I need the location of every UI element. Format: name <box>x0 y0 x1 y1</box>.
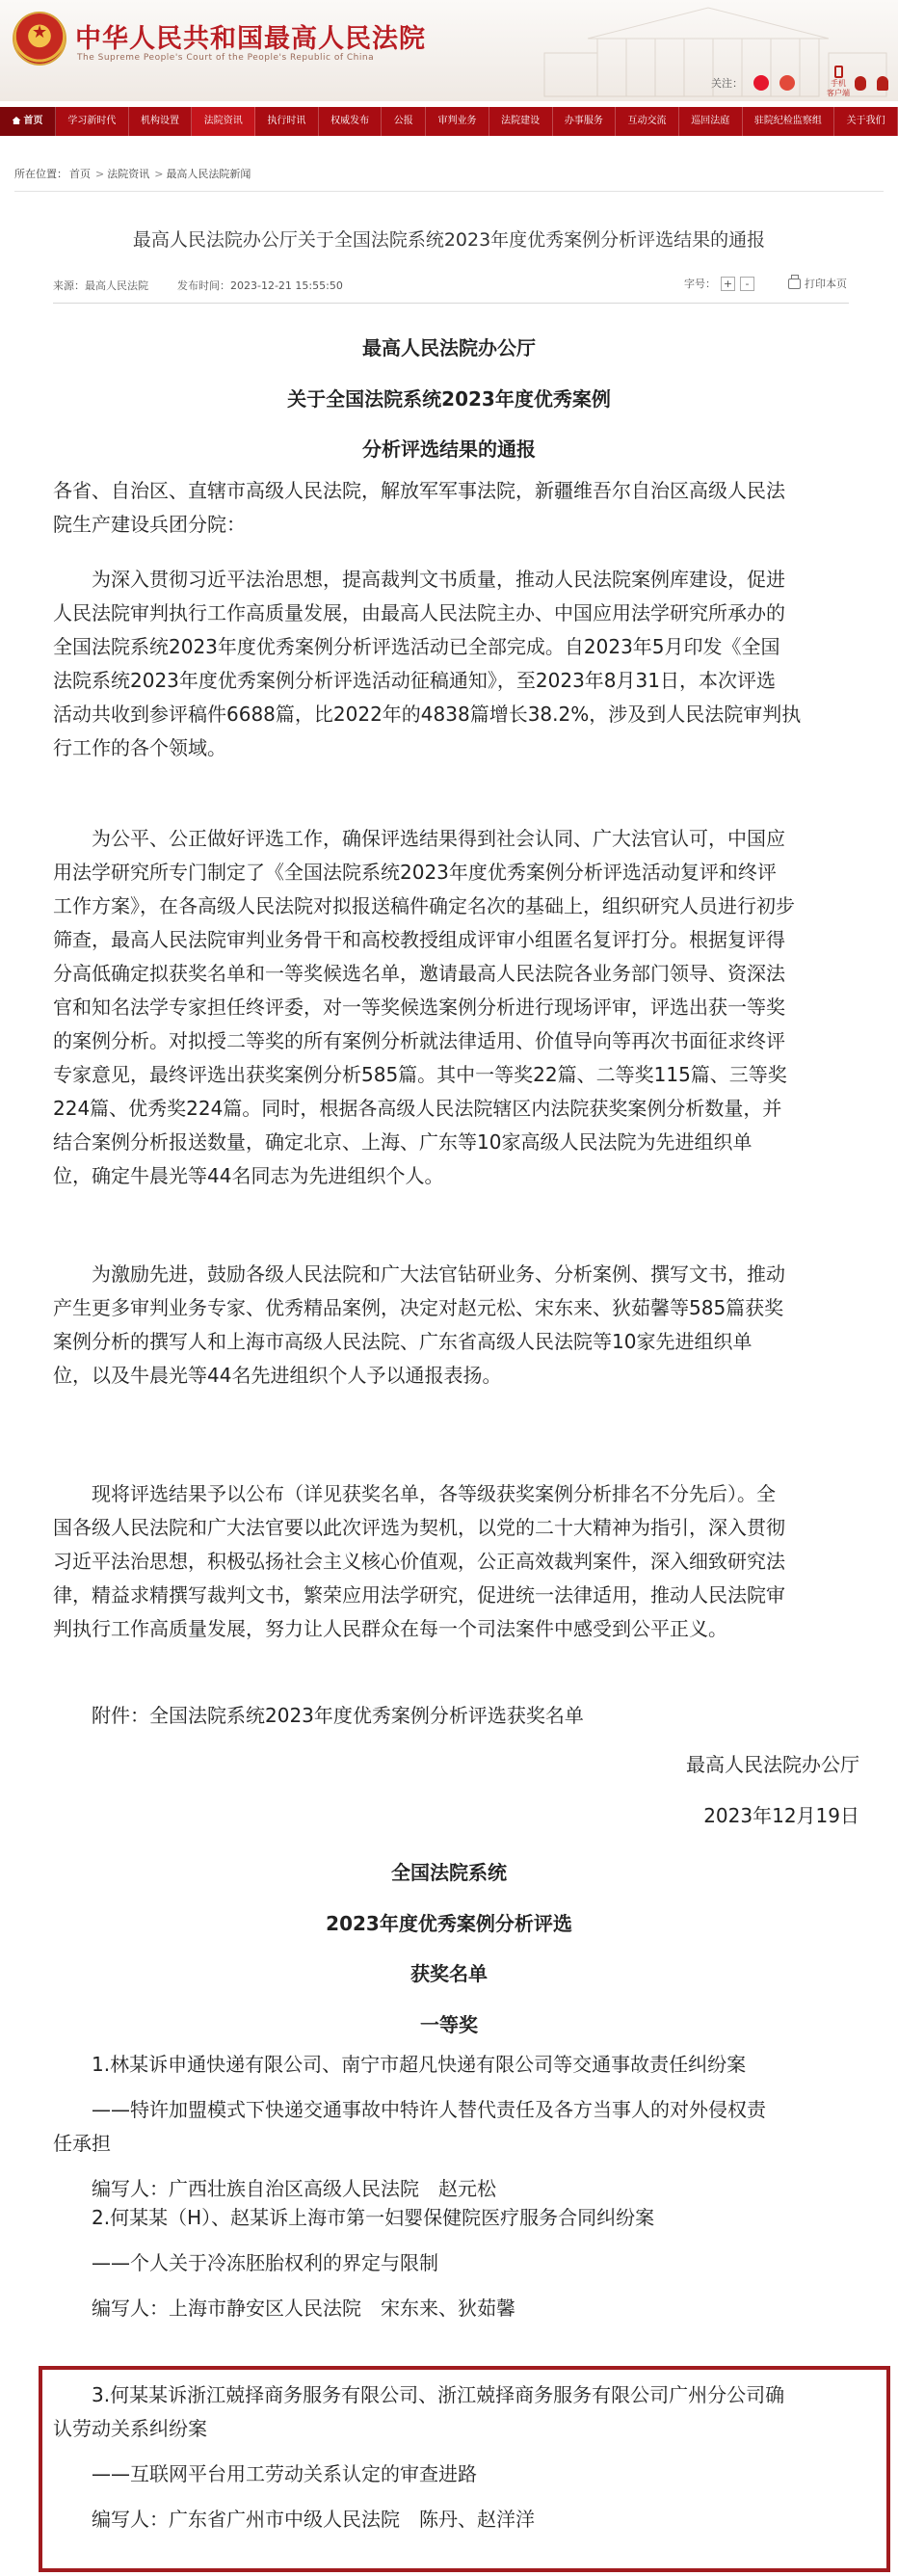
text-line: 位，以及牛晨光等44名先进组织个人予以通报表扬。 <box>53 1364 502 1387</box>
breadcrumb-prefix: 所在位置： <box>14 168 67 180</box>
star-icon: ★ <box>32 22 48 42</box>
text-line: 专家意见，最终评选出获奖案例分析585篇。其中一等奖22篇、二等奖115篇、三等奖 <box>53 1063 787 1086</box>
text-line: 国各级人民法院和广大法官要以此次评选为契机，以党的二十大精神为指引，深入贯彻 <box>53 1516 785 1539</box>
text-line: 224篇、优秀奖224篇。同时，根据各高级人民法院辖区内法院获奖案例分析数量，并 <box>53 1097 782 1120</box>
text-line: 为公平、公正做好评选工作，确保评选结果得到社会认同、广大法官认可，中国应 <box>53 827 785 850</box>
award-authors: 编写人：广西壮族自治区高级人民法院 赵元松 <box>53 2177 496 2200</box>
follow-label: 关注： <box>711 77 743 90</box>
nav-item-court-news[interactable]: 法院资讯 <box>192 107 255 136</box>
award-case-subtitle: ——个人关于冷冻胚胎权利的界定与限制 <box>53 2251 438 2274</box>
android-icon[interactable] <box>877 76 888 91</box>
paragraph-1 <box>53 563 862 765</box>
award-title-2: 2023年度优秀案例分析评选 <box>326 1912 572 1935</box>
text-line: 活动共收到参评稿件6688篇，比2022年的4838篇增长38.2%，涉及到人民法院审判执 <box>53 703 802 726</box>
award-case-title: 3.何某某诉浙江兢择商务服务有限公司、浙江兢择商务服务有限公司广州分公司确 <box>53 2383 785 2406</box>
mobile-label-1: 手机 <box>831 79 846 88</box>
font-increase-button[interactable]: + <box>721 277 735 291</box>
nav-item-gazette[interactable]: 公报 <box>382 107 426 136</box>
site-subtitle: The Supreme People's Court of the People's Republic of China <box>77 53 375 63</box>
article-meta <box>53 278 343 293</box>
divider <box>53 303 849 304</box>
text-line: 全国法院系统2023年度优秀案例分析评选活动已全部完成。自2023年5月印发《全国 <box>53 635 780 658</box>
breadcrumb-separator: > <box>154 168 164 180</box>
follow-bar <box>711 73 888 93</box>
award-case-subtitle: ——互联网平台用工劳动关系认定的审查进路 <box>53 2462 477 2485</box>
text-line: 为深入贯彻习近平法治思想，提高裁判文书质量，推动人民法院案例库建设，促进 <box>53 568 785 591</box>
print-label: 打印本页 <box>805 278 847 290</box>
addressees <box>53 474 862 542</box>
nav-item-services[interactable]: 办事服务 <box>553 107 617 136</box>
nav-item-about[interactable]: 关于我们 <box>834 107 898 136</box>
text-line: 分高低确定拟获奖名单和一等奖候选名单，邀请最高人民法院各业务部门领导、资深法 <box>53 962 785 985</box>
weibo-icon[interactable] <box>753 75 769 91</box>
site-title[interactable]: 中华人民共和国最高人民法院 <box>75 24 426 54</box>
print-button[interactable] <box>788 276 847 291</box>
article-title: 最高人民法院办公厅关于全国法院系统2023年度优秀案例分析评选结果的通报 <box>132 229 766 251</box>
nav-item-study[interactable]: 学习新时代 <box>56 107 129 136</box>
award-entry-2 <box>53 2201 862 2325</box>
attachment-line <box>53 1699 862 1733</box>
nav-item-trial-business[interactable]: 审判业务 <box>426 107 489 136</box>
attachment-text: 附件：全国法院系统2023年度优秀案例分析评选获奖名单 <box>53 1704 584 1727</box>
text-line: 案例分析的撰写人和上海市高级人民法院、广东省高级人民法院等10家先进组织单 <box>53 1330 753 1353</box>
breadcrumb-spc-news[interactable]: 最高人民法院新闻 <box>166 168 251 180</box>
text-line: 律，精益求精撰写裁判文书，繁荣应用法学研究，促进统一法律适用，推动人民法院审 <box>53 1583 785 1607</box>
text-line: 判执行工作高质量发展，努力让人民群众在每一个司法案件中感受到公平正义。 <box>53 1617 727 1640</box>
main-nav <box>0 107 898 136</box>
text-line: 院生产建设兵团分院： <box>53 513 246 536</box>
article-date: 发布时间：2023-12-21 15:55:50 <box>177 279 343 292</box>
nav-item-court-building[interactable]: 法院建设 <box>489 107 553 136</box>
apple-icon[interactable] <box>855 76 866 91</box>
text-line: 法院系统2023年度优秀案例分析评选活动征稿通知》，至2023年8月31日，本次评选 <box>53 669 776 692</box>
text-line: 现将评选结果予以公布（详见获奖名单，各等级获奖案例分析排名不分先后）。全 <box>53 1482 776 1505</box>
mobile-label-2: 客户端 <box>827 89 850 97</box>
text-line: 筛查，最高人民法院审判业务骨干和高校教授组成评审小组匿名复评打分。根据复评得 <box>53 928 785 951</box>
paragraph-4 <box>53 1477 862 1646</box>
breadcrumb-home[interactable]: 首页 <box>69 168 91 180</box>
text-line: 结合案例分析报送数量，确定北京、上海、广东等10家高级人民法院为先进组织单 <box>53 1130 753 1154</box>
text-line: 位，确定牛晨光等44名同志为先进组织个人。 <box>53 1164 444 1187</box>
text-line: 的案例分析。对拟授二等奖的所有案例分析就法律适用、价值导向等再次书面征求终评 <box>53 1029 785 1052</box>
divider <box>14 191 884 192</box>
award-entry-3 <box>53 2378 862 2536</box>
breadcrumb-separator: > <box>95 168 105 180</box>
award-case-subtitle: ——特许加盟模式下快递交通事故中特许人替代责任及各方当事人的对外侵权责 <box>53 2098 766 2121</box>
text-line: 用法学研究所专门制定了《全国法院系统2023年度优秀案例分析评选活动复评和终评 <box>53 861 777 884</box>
text-line: 习近平法治思想，积极弘扬社会主义核心价值观，公正高效裁判案件，深入细致研究法 <box>53 1550 785 1573</box>
paragraph-2 <box>53 822 862 1193</box>
font-size-label: 字号： <box>684 278 716 290</box>
issuer-heading: 最高人民法院办公厅 <box>362 336 536 359</box>
notice-heading-2: 分析评选结果的通报 <box>362 438 536 461</box>
text-line: 产生更多审判业务专家、优秀精品案例，决定对赵元松、宋东来、狄茹馨等585篇获奖 <box>53 1296 784 1319</box>
nav-item-label: 首页 <box>23 116 43 126</box>
text-line: 工作方案》，在各高级人民法院对拟报送稿件确定名次的基础上，组织研究人员进行初步 <box>53 894 795 917</box>
nav-item-organization[interactable]: 机构设置 <box>129 107 193 136</box>
text-line: 官和知名法学专家担任终评委，对一等奖候选案例分析进行现场评审，评选出获一等奖 <box>53 996 785 1019</box>
award-authors: 编写人：广东省广州市中级人民法院 陈丹、赵洋洋 <box>53 2508 535 2531</box>
site-header <box>0 0 898 101</box>
font-decrease-button[interactable]: - <box>740 277 754 291</box>
nav-item-releases[interactable]: 权威发布 <box>319 107 383 136</box>
nav-item-discipline[interactable]: 驻院纪检监察组 <box>743 107 835 136</box>
text-line: 各省、自治区、直辖市高级人民法院，解放军军事法院，新疆维吾尔自治区高级人民法 <box>53 479 785 502</box>
paragraph-3 <box>53 1258 862 1393</box>
award-case-title: 认劳动关系纠纷案 <box>53 2417 207 2440</box>
award-title-3: 获奖名单 <box>410 1962 488 1985</box>
article-source: 来源：最高人民法院 <box>53 279 148 292</box>
printer-icon <box>788 279 801 289</box>
text-line: 行工作的各个领域。 <box>53 736 226 759</box>
text-line: 为激励先进，鼓励各级人民法院和广大法官钻研业务、分析案例、撰写文书，推动 <box>53 1262 785 1286</box>
award-entry-1 <box>53 2048 862 2206</box>
notice-heading-1: 关于全国法院系统2023年度优秀案例 <box>287 387 611 411</box>
nav-item-enforcement[interactable]: 执行时讯 <box>255 107 319 136</box>
font-size-control <box>684 276 754 291</box>
award-case-subtitle: 任承担 <box>53 2132 111 2155</box>
first-prize-heading: 一等奖 <box>420 2013 478 2036</box>
wechat-icon[interactable] <box>779 75 795 91</box>
award-title-1: 全国法院系统 <box>391 1861 507 1884</box>
award-authors: 编写人：上海市静安区人民法院 宋东来、狄茹馨 <box>53 2297 515 2320</box>
breadcrumb <box>14 166 252 181</box>
nav-item-circuit-courts[interactable]: 巡回法庭 <box>679 107 743 136</box>
text-line: 人民法院审判执行工作高质量发展，由最高人民法院主办、中国应用法学研究所承办的 <box>53 601 785 624</box>
breadcrumb-court-news[interactable]: 法院资讯 <box>107 168 150 180</box>
signature: 最高人民法院办公厅 <box>686 1753 859 1776</box>
home-icon <box>13 117 21 124</box>
award-case-title: 1.林某诉申通快递有限公司、南宁市超凡快递有限公司等交通事故责任纠纷案 <box>53 2053 747 2076</box>
sign-date: 2023年12月19日 <box>703 1804 859 1827</box>
nav-item-interaction[interactable]: 互动交流 <box>616 107 679 136</box>
nav-item-home[interactable] <box>0 107 56 136</box>
award-case-title: 2.何某某（H）、赵某诉上海市第一妇婴保健院医疗服务合同纠纷案 <box>53 2206 655 2229</box>
